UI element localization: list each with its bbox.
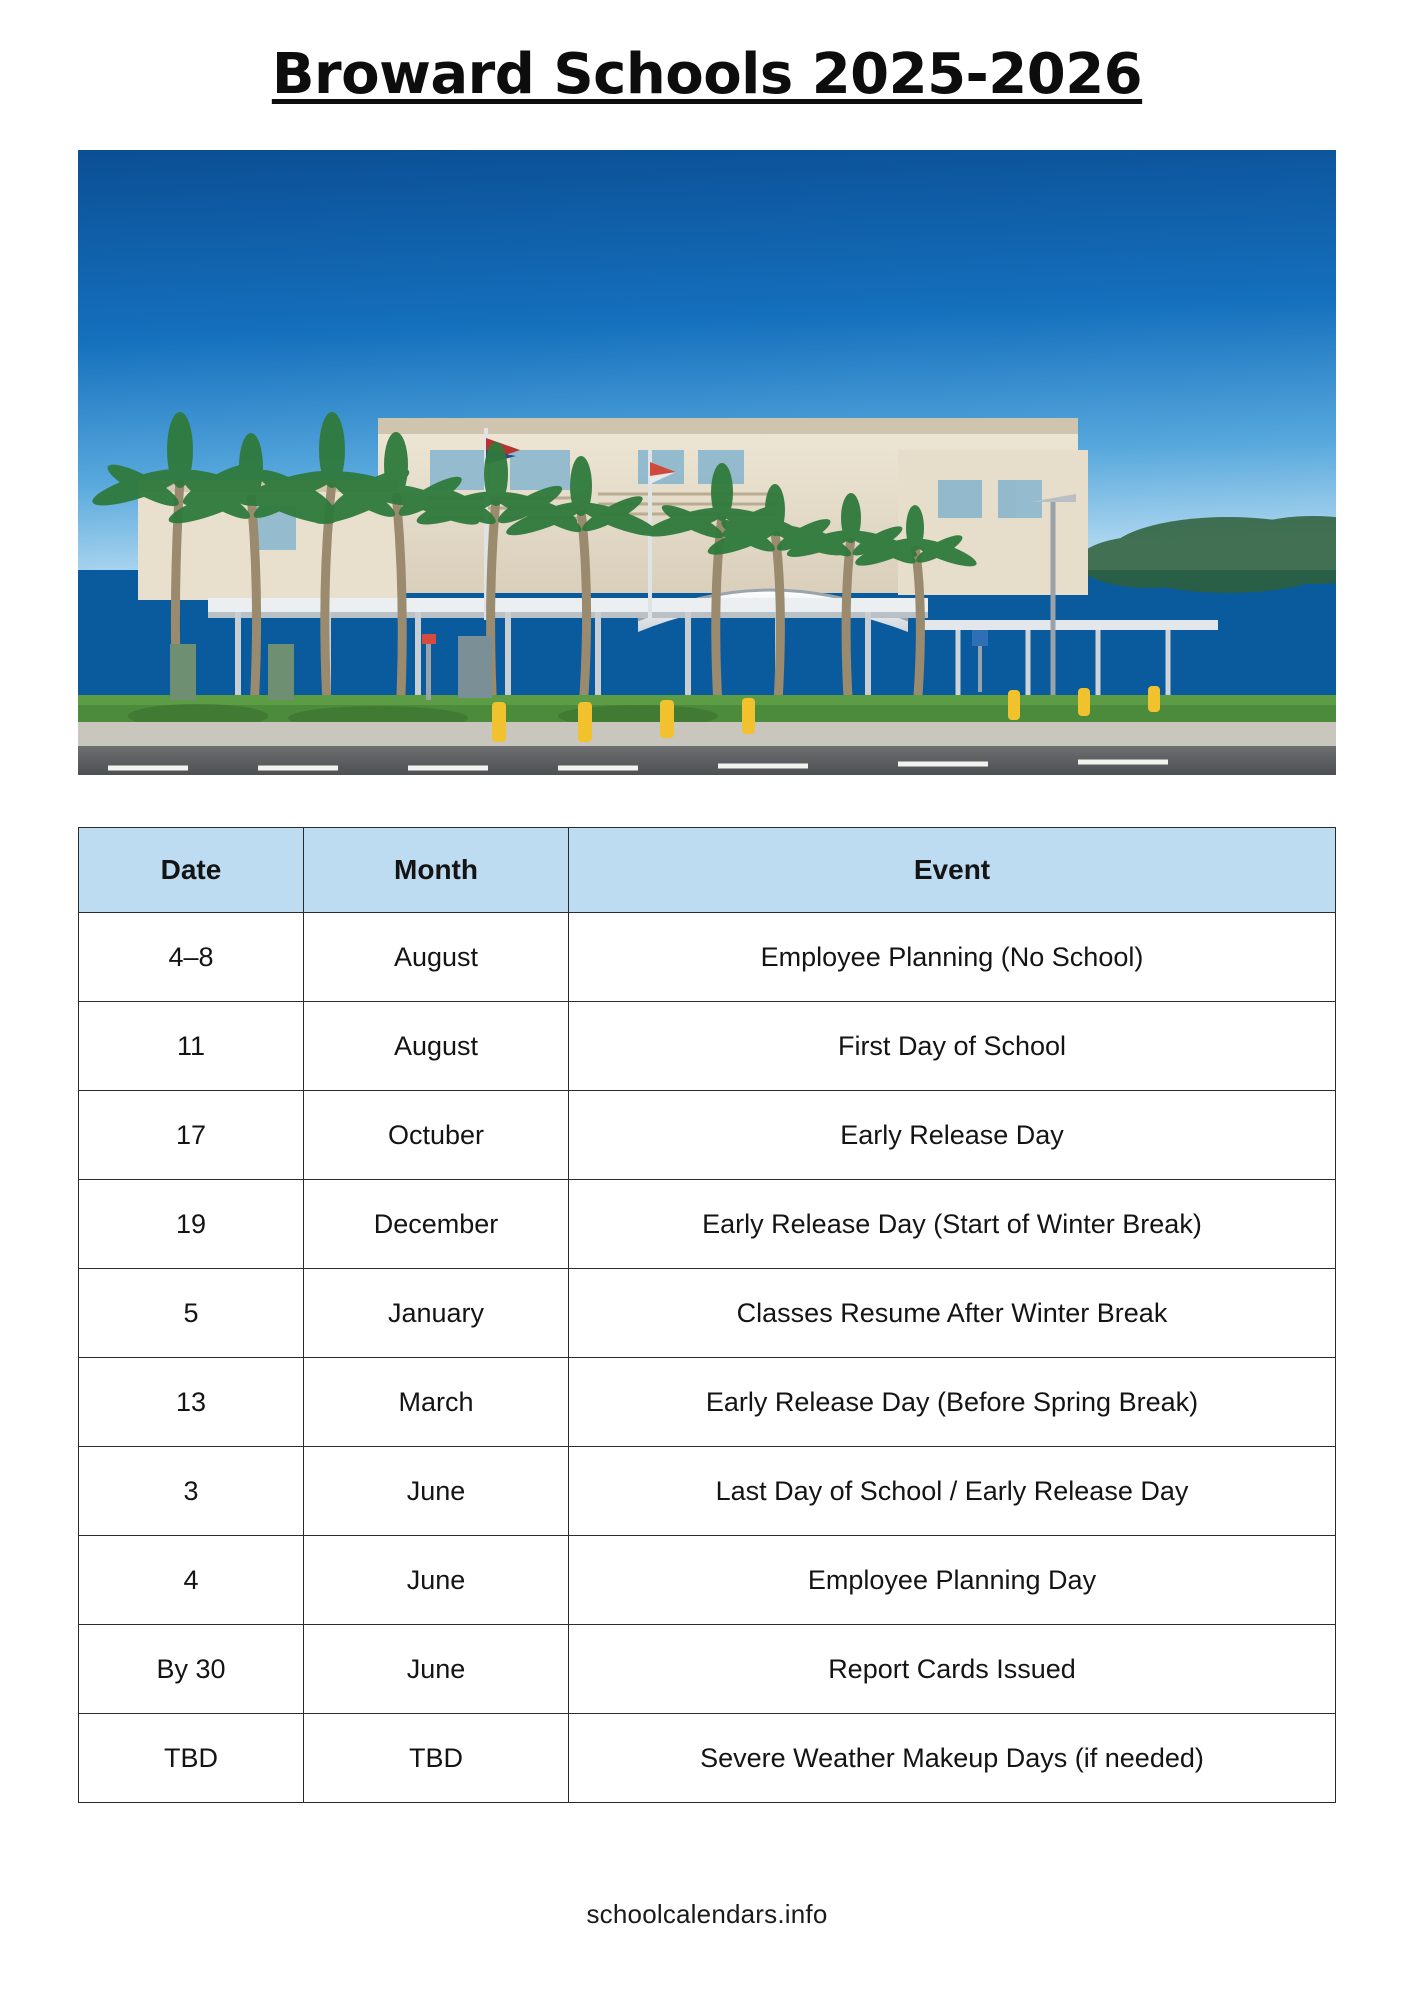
cell-date: 3 (79, 1447, 304, 1536)
school-building-photo (78, 150, 1336, 775)
cell-date: 17 (79, 1091, 304, 1180)
cell-date: 13 (79, 1358, 304, 1447)
table-header-row (79, 828, 1336, 913)
cell-date: By 30 (79, 1625, 304, 1714)
page-title: Broward Schools 2025-2026 (271, 42, 1143, 107)
cell-date: 11 (79, 1002, 304, 1091)
column-header-month: Month (304, 828, 569, 913)
cell-month: March (304, 1358, 569, 1447)
cell-month: Octuber (304, 1091, 569, 1180)
table-row (79, 1447, 1336, 1536)
table-row (79, 1536, 1336, 1625)
calendar-table (78, 827, 1336, 1803)
table-row (79, 1269, 1336, 1358)
cell-month: August (304, 1002, 569, 1091)
cell-date: 5 (79, 1269, 304, 1358)
cell-date: 4–8 (79, 913, 304, 1002)
cell-date: 19 (79, 1180, 304, 1269)
cell-event: Classes Resume After Winter Break (569, 1269, 1336, 1358)
cell-event: Employee Planning (No School) (569, 913, 1336, 1002)
column-header-event: Event (569, 828, 1336, 913)
source-footer: schoolcalendars.info (586, 1899, 828, 1929)
cell-month: December (304, 1180, 569, 1269)
cell-event: Early Release Day (Start of Winter Break) (569, 1180, 1336, 1269)
table-row (79, 1002, 1336, 1091)
cell-month: June (304, 1447, 569, 1536)
table-row (79, 1625, 1336, 1714)
cell-event: Report Cards Issued (569, 1625, 1336, 1714)
table-row (79, 1714, 1336, 1803)
cell-month: January (304, 1269, 569, 1358)
cell-month: June (304, 1536, 569, 1625)
cell-event: Employee Planning Day (569, 1536, 1336, 1625)
cell-date: 4 (79, 1536, 304, 1625)
table-row (79, 1358, 1336, 1447)
cell-month: June (304, 1625, 569, 1714)
cell-month: August (304, 913, 569, 1002)
cell-event: Early Release Day (569, 1091, 1336, 1180)
cell-event: First Day of School (569, 1002, 1336, 1091)
cell-event: Last Day of School / Early Release Day (569, 1447, 1336, 1536)
cell-event: Severe Weather Makeup Days (if needed) (569, 1714, 1336, 1803)
table-row (79, 913, 1336, 1002)
column-header-date: Date (79, 828, 304, 913)
table-row (79, 1091, 1336, 1180)
cell-date: TBD (79, 1714, 304, 1803)
table-row (79, 1180, 1336, 1269)
cell-event: Early Release Day (Before Spring Break) (569, 1358, 1336, 1447)
cell-month: TBD (304, 1714, 569, 1803)
